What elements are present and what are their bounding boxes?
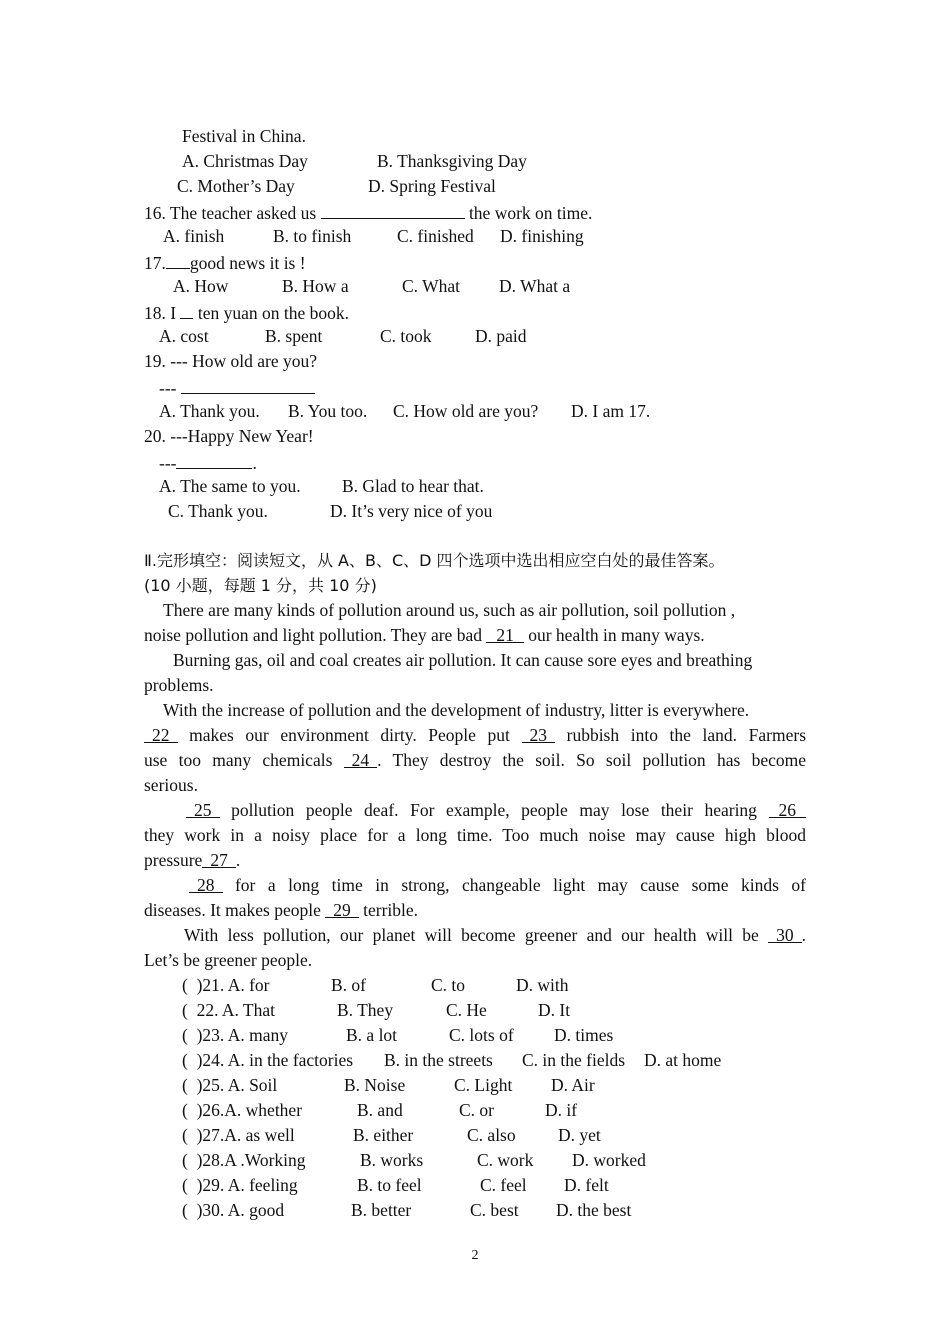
q18-option-b: B. spent xyxy=(265,326,323,346)
q19-option-d: D. I am 17. xyxy=(571,401,651,421)
passage-line: noise pollution and light pollution. They are bad 21 our health in many ways. xyxy=(144,625,705,645)
blank-23[interactable]: 23 xyxy=(522,723,556,743)
option-row-22-c: C. He xyxy=(446,1000,487,1020)
q15-option-a: A. Christmas Day xyxy=(182,151,308,171)
q18-stem: 18. I ten yuan on the book. xyxy=(144,299,349,326)
q20-option-b: B. Glad to hear that. xyxy=(342,476,484,496)
q19-reply: --- xyxy=(159,374,315,401)
option-row-30-d: D. the best xyxy=(556,1200,632,1220)
option-row-24-c: C. in the fields xyxy=(522,1050,626,1070)
passage-line: diseases. It makes people 29 terrible. xyxy=(144,900,419,920)
blank-21[interactable]: 21 xyxy=(486,623,524,643)
option-row-25-b: B. Noise xyxy=(344,1075,406,1095)
blank-25[interactable]: 25 xyxy=(186,798,220,818)
q18-option-c: C. took xyxy=(380,326,432,346)
passage-line: With the increase of pollution and the development of industry, litter is everywhere. xyxy=(163,700,750,720)
q19-option-b: B. You too. xyxy=(288,401,368,421)
option-row-29-d: D. felt xyxy=(564,1175,609,1195)
page-number: 2 xyxy=(471,1248,479,1263)
passage-line: 25 pollution people deaf. For example, people may lose their hearing 26 xyxy=(186,798,806,823)
q18-option-a: A. cost xyxy=(159,326,209,346)
q16-option-d: D. finishing xyxy=(500,226,584,246)
option-row-27-d: D. yet xyxy=(558,1125,601,1145)
q17-option-a: A. How xyxy=(173,276,229,296)
option-row-28-b: B. works xyxy=(360,1150,424,1170)
option-row-29-c: C. feel xyxy=(480,1175,527,1195)
option-row-27-a: ( )27.A. as well xyxy=(182,1125,295,1145)
q19-stem: 19. --- How old are you? xyxy=(144,351,318,371)
option-row-21-a: ( )21. A. for xyxy=(182,975,270,995)
passage-line: use too many chemicals 24 . They destroy the soil. So soil pollution has become xyxy=(144,750,806,770)
passage-line: Let’s be greener people. xyxy=(144,950,313,970)
option-row-23-a: ( )23. A. many xyxy=(182,1025,288,1045)
answer-blank[interactable] xyxy=(176,449,252,469)
passage-line: problems. xyxy=(144,675,214,695)
q20-reply: --- . xyxy=(159,449,257,476)
q17-option-b: B. How a xyxy=(282,276,349,296)
q16-option-b: B. to finish xyxy=(273,226,352,246)
q20-stem: 20. ---Happy New Year! xyxy=(144,426,314,446)
option-row-26-a: ( )26.A. whether xyxy=(182,1100,303,1120)
option-row-22-a: ( 22. A. That xyxy=(182,1000,276,1020)
answer-blank[interactable] xyxy=(180,299,193,319)
option-row-26-c: C. or xyxy=(459,1100,494,1120)
q17-option-c: C. What xyxy=(402,276,461,296)
option-row-29-a: ( )29. A. feeling xyxy=(182,1175,298,1195)
answer-blank[interactable] xyxy=(181,374,315,394)
blank-26[interactable]: 26 xyxy=(769,798,807,818)
q15-option-b: B. Thanksgiving Day xyxy=(377,151,527,171)
option-row-25-a: ( )25. A. Soil xyxy=(182,1075,278,1095)
q19-option-a: A. Thank you. xyxy=(159,401,260,421)
q16-stem: 16. The teacher asked us the work on time. xyxy=(144,199,592,226)
option-row-27-b: B. either xyxy=(353,1125,414,1145)
option-row-26-b: B. and xyxy=(357,1100,403,1120)
passage-line: 22 makes our environment dirty. People put 23 rubbish into the land. Farmers xyxy=(144,723,806,748)
passage-line: With less pollution, our planet will become greener and our health will be 30 . xyxy=(184,925,806,945)
answer-blank[interactable] xyxy=(166,249,190,269)
option-row-30-b: B. better xyxy=(351,1200,412,1220)
blank-27[interactable]: 27 xyxy=(202,848,236,868)
blank-22[interactable]: 22 xyxy=(144,723,178,743)
option-row-24-d: D. at home xyxy=(644,1050,722,1070)
passage-line: they work in a noisy place for a long time. Too much noise may cause high blood xyxy=(144,825,806,845)
option-row-23-d: D. times xyxy=(554,1025,614,1045)
option-row-22-b: B. They xyxy=(337,1000,394,1020)
passage-line: Burning gas, oil and coal creates air pollution. It can cause sore eyes and breathing xyxy=(173,650,753,670)
option-row-28-d: D. worked xyxy=(572,1150,646,1170)
option-row-26-d: D. if xyxy=(545,1100,578,1120)
q20-option-a: A. The same to you. xyxy=(159,476,301,496)
option-row-23-b: B. a lot xyxy=(346,1025,398,1045)
section-subheading: (10 小题，每题 1 分，共 10 分) xyxy=(144,576,377,595)
q17-stem: 17. good news it is ! xyxy=(144,249,306,276)
passage-line: serious. xyxy=(144,775,198,795)
option-row-27-c: C. also xyxy=(467,1125,516,1145)
q18-option-d: D. paid xyxy=(475,326,527,346)
option-row-29-b: B. to feel xyxy=(357,1175,422,1195)
blank-30[interactable]: 30 xyxy=(768,923,802,943)
q20-option-c: C. Thank you. xyxy=(168,501,268,521)
blank-28[interactable]: 28 xyxy=(189,873,223,893)
option-row-24-b: B. in the streets xyxy=(384,1050,493,1070)
passage-line: pressure 27 . xyxy=(144,850,241,870)
option-row-21-b: B. of xyxy=(331,975,366,995)
q20-option-d: D. It’s very nice of you xyxy=(330,501,493,521)
option-row-30-c: C. best xyxy=(470,1200,519,1220)
q17-option-d: D. What a xyxy=(499,276,571,296)
option-row-22-d: D. It xyxy=(538,1000,571,1020)
option-row-28-a: ( )28.A .Working xyxy=(182,1150,306,1170)
passage-line: 28 for a long time in strong, changeable light may cause some kinds of xyxy=(189,873,806,898)
option-row-30-a: ( )30. A. good xyxy=(182,1200,285,1220)
option-row-28-c: C. work xyxy=(477,1150,534,1170)
option-row-21-c: C. to xyxy=(431,975,466,995)
option-row-21-d: D. with xyxy=(516,975,569,995)
answer-blank[interactable] xyxy=(321,199,465,219)
q19-option-c: C. How old are you? xyxy=(393,401,539,421)
section-heading: Ⅱ.完形填空：阅读短文，从 A、B、C、D 四个选项中选出相应空白处的最佳答案。 xyxy=(144,551,725,570)
passage-line: There are many kinds of pollution around us, such as air pollution, soil pollution , xyxy=(163,600,736,620)
option-row-25-d: D. Air xyxy=(551,1075,595,1095)
q15-text: Festival in China. xyxy=(182,126,306,146)
q15-option-d: D. Spring Festival xyxy=(368,176,496,196)
q16-option-a: A. finish xyxy=(163,226,225,246)
blank-29[interactable]: 29 xyxy=(325,898,359,918)
q16-option-c: C. finished xyxy=(397,226,474,246)
option-row-24-a: ( )24. A. in the factories xyxy=(182,1050,354,1070)
blank-24[interactable]: 24 xyxy=(344,748,378,768)
q15-option-c: C. Mother’s Day xyxy=(177,176,295,196)
option-row-25-c: C. Light xyxy=(454,1075,513,1095)
option-row-23-c: C. lots of xyxy=(449,1025,514,1045)
